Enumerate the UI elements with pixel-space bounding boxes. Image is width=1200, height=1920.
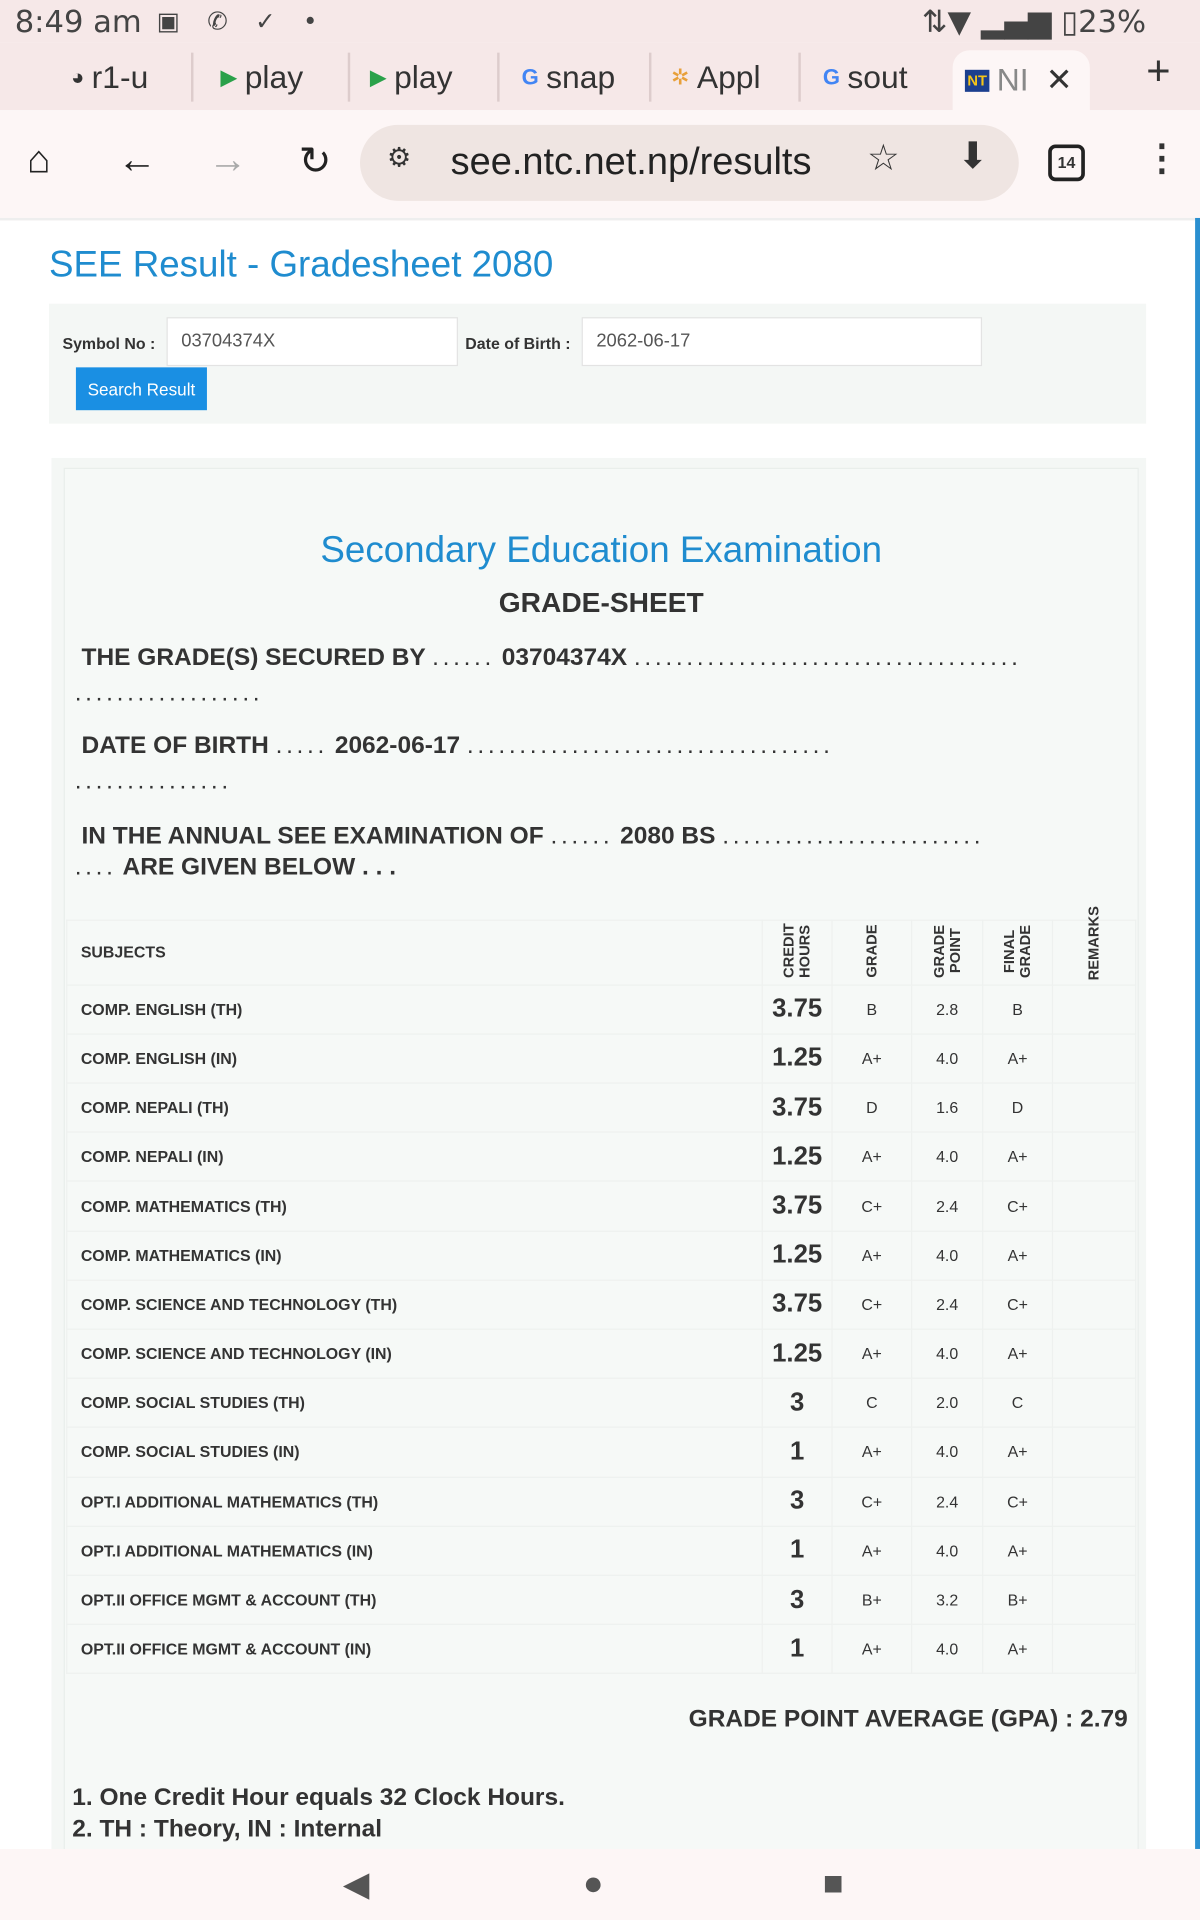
clock: 8:49 am [14, 3, 142, 40]
final-grade-cell: A+ [983, 1231, 1053, 1280]
status-bar [0, 0, 1200, 43]
nt-logo-icon: NT [965, 69, 989, 91]
forward-icon[interactable]: → [208, 137, 248, 182]
grade-cell: B [832, 985, 912, 1034]
grade-point-cell: 3.2 [912, 1575, 983, 1624]
back-nav-icon[interactable]: ◀ [342, 1864, 370, 1903]
new-tab-button[interactable]: + [1146, 47, 1171, 95]
exam-of-line: IN THE ANNUAL SEE EXAMINATION OF ...... 2080 BS ......................... .... ARE GIVEN BELOW . . . [74, 822, 985, 881]
subject-cell: COMP. ENGLISH (TH) [67, 985, 763, 1034]
remarks-cell [1052, 1132, 1135, 1181]
credit-hours-cell: 1.25 [762, 1034, 832, 1083]
tab[interactable]: ✲ Appl [671, 53, 801, 102]
tab[interactable]: G snap [522, 53, 652, 102]
grade-cell: C+ [832, 1477, 912, 1526]
url-text[interactable]: see.ntc.net.np/results [450, 139, 812, 183]
grade-cell: C+ [832, 1182, 912, 1231]
subject-cell: OPT.I ADDITIONAL MATHEMATICS (IN) [67, 1526, 763, 1575]
final-grade-cell: C+ [983, 1280, 1053, 1329]
remarks-cell [1052, 1575, 1135, 1624]
grade-cell: A+ [832, 1428, 912, 1477]
close-tab-icon[interactable]: ✕ [1045, 61, 1073, 98]
subject-cell: COMP. NEPALI (IN) [67, 1132, 763, 1181]
grade-cell: C+ [832, 1280, 912, 1329]
credit-hours-cell: 1 [762, 1428, 832, 1477]
play-store-icon: ▶ [369, 64, 387, 89]
grade-point-cell: 4.0 [912, 1329, 983, 1378]
remarks-cell [1052, 985, 1135, 1034]
final-grade-cell: A+ [983, 1329, 1053, 1378]
page-title: SEE Result - Gradesheet 2080 [48, 244, 554, 286]
subject-cell: OPT.II OFFICE MGMT & ACCOUNT (IN) [67, 1624, 763, 1673]
table-row [67, 1378, 1136, 1427]
note: 1. One Credit Hour equals 32 Clock Hours. [72, 1784, 565, 1812]
subject-cell: OPT.I ADDITIONAL MATHEMATICS (TH) [67, 1477, 763, 1526]
remarks-cell [1052, 1329, 1135, 1378]
header-grade-point: GRADE POINT [912, 920, 983, 984]
grade-point-cell: 4.0 [912, 1231, 983, 1280]
header-final-grade: FINAL GRADE [983, 920, 1053, 984]
table-row [67, 1575, 1136, 1624]
grade-point-cell: 2.0 [912, 1378, 983, 1427]
table-row [67, 1624, 1136, 1673]
grade-cell: C [832, 1378, 912, 1427]
grade-cell: A+ [832, 1132, 912, 1181]
wifi-icon: ⇅▼ [921, 3, 972, 40]
table-row [67, 1034, 1136, 1083]
tab-switcher-button[interactable]: 14 [1048, 144, 1085, 181]
remarks-cell [1052, 1477, 1135, 1526]
table-row [67, 1428, 1136, 1477]
grade-cell: A+ [832, 1624, 912, 1673]
battery-status: ⇅▼ ▂▄▆ ▯23% [921, 3, 1147, 40]
grade-point-cell: 4.0 [912, 1428, 983, 1477]
remarks-cell [1052, 1280, 1135, 1329]
final-grade-cell: A+ [983, 1034, 1053, 1083]
subject-cell: OPT.II OFFICE MGMT & ACCOUNT (TH) [67, 1575, 763, 1624]
play-store-icon: ▶ [220, 64, 238, 89]
symbol-label: Symbol No : [62, 334, 156, 353]
browser-toolbar [0, 110, 1200, 220]
final-grade-cell: C [983, 1378, 1053, 1427]
subject-cell: COMP. SCIENCE AND TECHNOLOGY (TH) [67, 1280, 763, 1329]
exam-title: Secondary Education Examination [320, 530, 883, 571]
credit-hours-cell: 1.25 [762, 1329, 832, 1378]
remarks-cell [1052, 1083, 1135, 1132]
remarks-cell [1052, 1034, 1135, 1083]
home-icon[interactable]: ⌂ [26, 137, 51, 182]
search-result-button[interactable]: Search Result [76, 367, 207, 410]
remarks-cell [1052, 1182, 1135, 1231]
grade-cell: A+ [832, 1231, 912, 1280]
final-grade-cell: A+ [983, 1428, 1053, 1477]
dob-label: Date of Birth : [465, 334, 571, 353]
secured-by-line: THE GRADE(S) SECURED BY ...... 03704374X ..................................... .................. [74, 644, 1022, 707]
grade-point-cell: 4.0 [912, 1034, 983, 1083]
table-row [67, 1477, 1136, 1526]
tab-strip [0, 43, 1200, 110]
grades-table [66, 906, 1136, 1675]
grade-point-cell: 4.0 [912, 1526, 983, 1575]
home-nav-icon[interactable]: ● [582, 1863, 604, 1902]
table-row [67, 1231, 1136, 1280]
tab[interactable]: ◕ r1-u [71, 53, 193, 102]
credit-hours-cell: 1 [762, 1526, 832, 1575]
table-row [67, 1280, 1136, 1329]
subject-cell: COMP. ENGLISH (IN) [67, 1034, 763, 1083]
download-icon[interactable]: ⬇ [957, 135, 989, 177]
gradesheet-heading: GRADE-SHEET [498, 586, 704, 619]
grade-cell: A+ [832, 1329, 912, 1378]
table-header [67, 920, 1136, 984]
globe-icon: ◕ [71, 64, 85, 89]
grade-point-cell: 2.4 [912, 1477, 983, 1526]
tab[interactable]: G sout [822, 58, 908, 95]
table-row [67, 1182, 1136, 1231]
gpa: GRADE POINT AVERAGE (GPA) : 2.79 [688, 1705, 1128, 1733]
subject-cell: COMP. SOCIAL STUDIES (TH) [67, 1378, 763, 1427]
grade-cell: A+ [832, 1034, 912, 1083]
symbol-input[interactable]: 03704374X [167, 317, 458, 366]
final-grade-cell: D [983, 1083, 1053, 1132]
scrollbar[interactable] [1195, 218, 1200, 1849]
subject-cell: COMP. SOCIAL STUDIES (IN) [67, 1428, 763, 1477]
dob-input[interactable]: 2062-06-17 [582, 317, 982, 366]
search-form [49, 304, 1146, 424]
credit-hours-cell: 3 [762, 1378, 832, 1427]
battery-icon: ▯ [1061, 3, 1079, 40]
remarks-cell [1052, 1428, 1135, 1477]
tab[interactable]: ▶ play [220, 53, 350, 102]
grade-point-cell: 2.4 [912, 1182, 983, 1231]
table-row [67, 1526, 1136, 1575]
grade-point-cell: 2.4 [912, 1280, 983, 1329]
grade-point-cell: 2.8 [912, 985, 983, 1034]
recents-nav-icon[interactable]: ■ [822, 1863, 844, 1902]
google-icon: G [521, 64, 539, 89]
remarks-cell [1052, 1231, 1135, 1280]
subject-cell: COMP. MATHEMATICS (IN) [67, 1231, 763, 1280]
credit-hours-cell: 1.25 [762, 1132, 832, 1181]
credit-hours-cell: 3 [762, 1477, 832, 1526]
tab-active[interactable]: NT NI ✕ [953, 50, 1090, 110]
remarks-cell [1052, 1378, 1135, 1427]
final-grade-cell: A+ [983, 1132, 1053, 1181]
final-grade-cell: B [983, 985, 1053, 1034]
credit-hours-cell: 1 [762, 1624, 832, 1673]
tab[interactable]: ▶ play [370, 53, 500, 102]
final-grade-cell: C+ [983, 1182, 1053, 1231]
grade-cell: A+ [832, 1526, 912, 1575]
credit-hours-cell: 1.25 [762, 1231, 832, 1280]
remarks-cell [1052, 1624, 1135, 1673]
note: 2. TH : Theory, IN : Internal [72, 1815, 383, 1843]
credit-hours-cell: 3 [762, 1575, 832, 1624]
table-row [67, 1083, 1136, 1132]
back-icon[interactable]: ← [117, 137, 157, 182]
final-grade-cell: A+ [983, 1624, 1053, 1673]
grade-cell: D [832, 1083, 912, 1132]
final-grade-cell: B+ [983, 1575, 1053, 1624]
table-row [67, 985, 1136, 1034]
star-logo-icon: ✲ [671, 64, 690, 89]
header-credit-hours: CREDIT HOURS [762, 920, 832, 984]
subject-cell: COMP. MATHEMATICS (TH) [67, 1182, 763, 1231]
dob-line: DATE OF BIRTH ..... 2062-06-17 ................................... ............... [74, 732, 834, 795]
table-row [67, 1329, 1136, 1378]
signal-icon: ▂▄▆ [980, 3, 1052, 40]
grade-point-cell: 4.0 [912, 1132, 983, 1181]
credit-hours-cell: 3.75 [762, 1182, 832, 1231]
final-grade-cell: A+ [983, 1526, 1053, 1575]
gradesheet-panel [51, 458, 1146, 1849]
navigation-bar [0, 1849, 1200, 1920]
remarks-cell [1052, 1526, 1135, 1575]
notification-icons: ▣ ✆ ✓ • [156, 6, 328, 36]
credit-hours-cell: 3.75 [762, 985, 832, 1034]
google-icon: G [822, 64, 841, 89]
address-bar[interactable] [360, 125, 1019, 201]
table-row [67, 1132, 1136, 1181]
header-grade: GRADE [832, 920, 912, 984]
grade-point-cell: 4.0 [912, 1624, 983, 1673]
subject-cell: COMP. SCIENCE AND TECHNOLOGY (IN) [67, 1329, 763, 1378]
header-remarks: REMARKS [1052, 920, 1135, 984]
header-subjects: SUBJECTS [67, 920, 763, 984]
credit-hours-cell: 3.75 [762, 1280, 832, 1329]
more-menu-icon[interactable]: ⋮ [1143, 138, 1181, 179]
bookmark-star-icon[interactable]: ☆ [866, 138, 900, 179]
grade-point-cell: 1.6 [912, 1083, 983, 1132]
subject-cell: COMP. NEPALI (TH) [67, 1083, 763, 1132]
site-settings-icon[interactable]: ⚙ [386, 142, 412, 173]
reload-icon[interactable]: ↻ [298, 138, 332, 183]
final-grade-cell: C+ [983, 1477, 1053, 1526]
grade-cell: B+ [832, 1575, 912, 1624]
credit-hours-cell: 3.75 [762, 1083, 832, 1132]
